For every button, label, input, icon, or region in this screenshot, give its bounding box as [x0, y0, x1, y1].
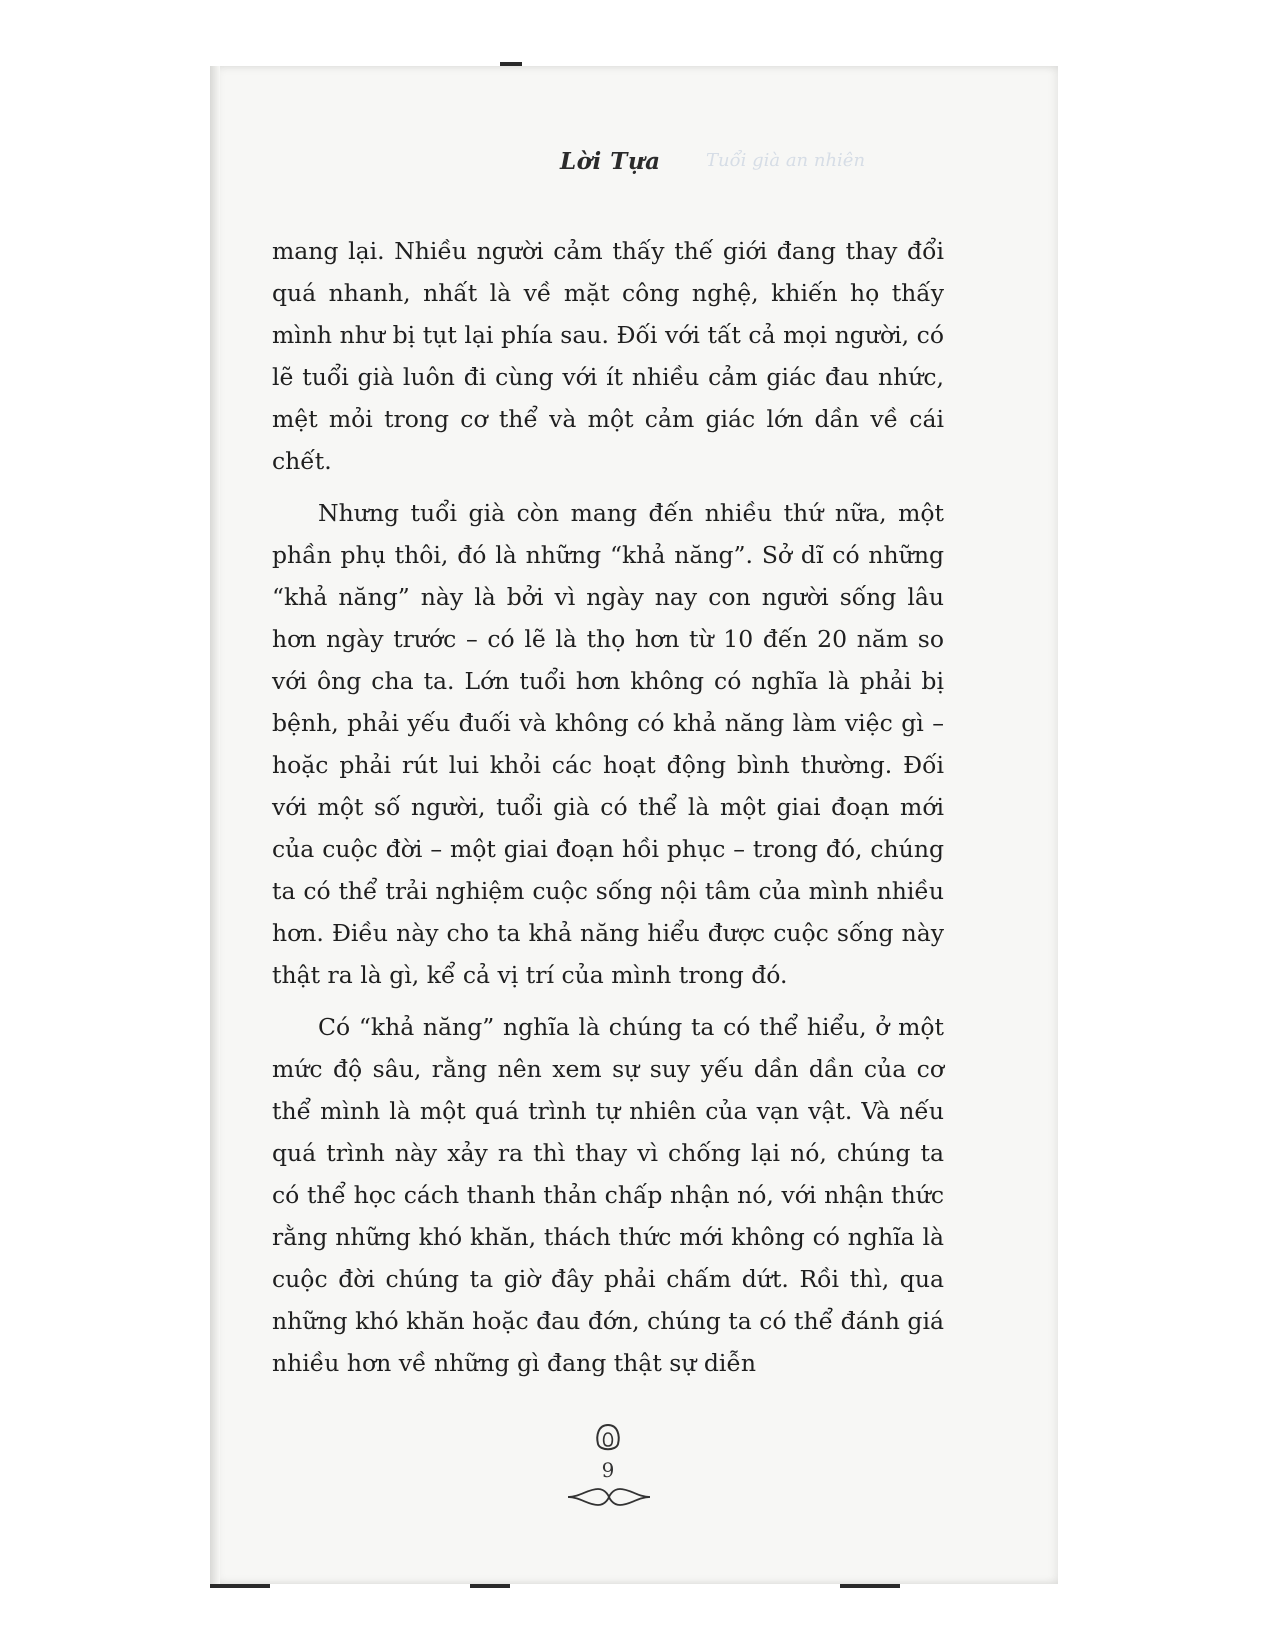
infinity-flourish-icon	[566, 1486, 652, 1508]
body-text	[272, 230, 944, 1394]
bleed-through-header: Tuổi già an nhiên	[706, 150, 866, 171]
lotus-ornament-icon	[590, 1422, 626, 1456]
bottom-edge-mark-right	[840, 1584, 900, 1588]
paragraph-1: mang lại. Nhiều người cảm thấy thế giới đang thay đổi quá nhanh, nhất là về mặt công nghệ, khiến họ thấy mình như bị tụt lại phía sau. Đối với tất cả mọi người, có lẽ tuổi già luôn đi cùng với ít nhiều cảm giác đau nhức, mệt mỏi trong cơ thể và một cảm giác lớn dần về cái chết.	[272, 237, 944, 475]
bottom-edge-mark-left	[210, 1584, 270, 1588]
page-number: 9	[601, 1458, 615, 1482]
paragraph-2: Nhưng tuổi già còn mang đến nhiều thứ nữa, một phần phụ thôi, đó là những “khả năng”. Sở dĩ có những “khả năng” này là bởi vì ngày nay con người sống lâu hơn ngày trước – có lẽ là thọ hơn từ 10 đến 20 năm so với ông cha ta. Lớn tuổi hơn không có nghĩa là phải bị bệnh, phải yếu đuối và không có khả năng làm việc gì – hoặc phải rút lui khỏi các hoạt động bình thường. Đối với một số người, tuổi già có thể là một giai đoạn mới của cuộc đời – một giai đoạn hồi phục – trong đó, chúng ta có thể trải nghiệm cuộc sống nội tâm của mình nhiều hơn. Điều này cho ta khả năng hiểu được cuộc sống này thật ra là gì, kể cả vị trí của mình trong đó.	[272, 499, 944, 989]
page-footer	[560, 1422, 656, 1514]
paragraph-3: Có “khả năng” nghĩa là chúng ta có thể hiểu, ở một mức độ sâu, rằng nên xem sự suy yếu dần dần của cơ thể mình là một quá trình tự nhiên của vạn vật. Và nếu quá trình này xảy ra thì thay vì chống lại nó, chúng ta có thể học cách thanh thản chấp nhận nó, với nhận thức rằng những khó khăn, thách thức mới không có nghĩa là cuộc đời chúng ta giờ đây phải chấm dứt. Rồi thì, qua những khó khăn hoặc đau đớn, chúng ta có thể đánh giá nhiều hơn về những gì đang thật sự diễn	[272, 1013, 944, 1377]
top-edge-mark	[500, 62, 522, 66]
page-gutter-shadow	[210, 66, 220, 1584]
bottom-edge-mark-mid	[470, 1584, 510, 1588]
chapter-header: Lời Tựa	[560, 148, 661, 175]
